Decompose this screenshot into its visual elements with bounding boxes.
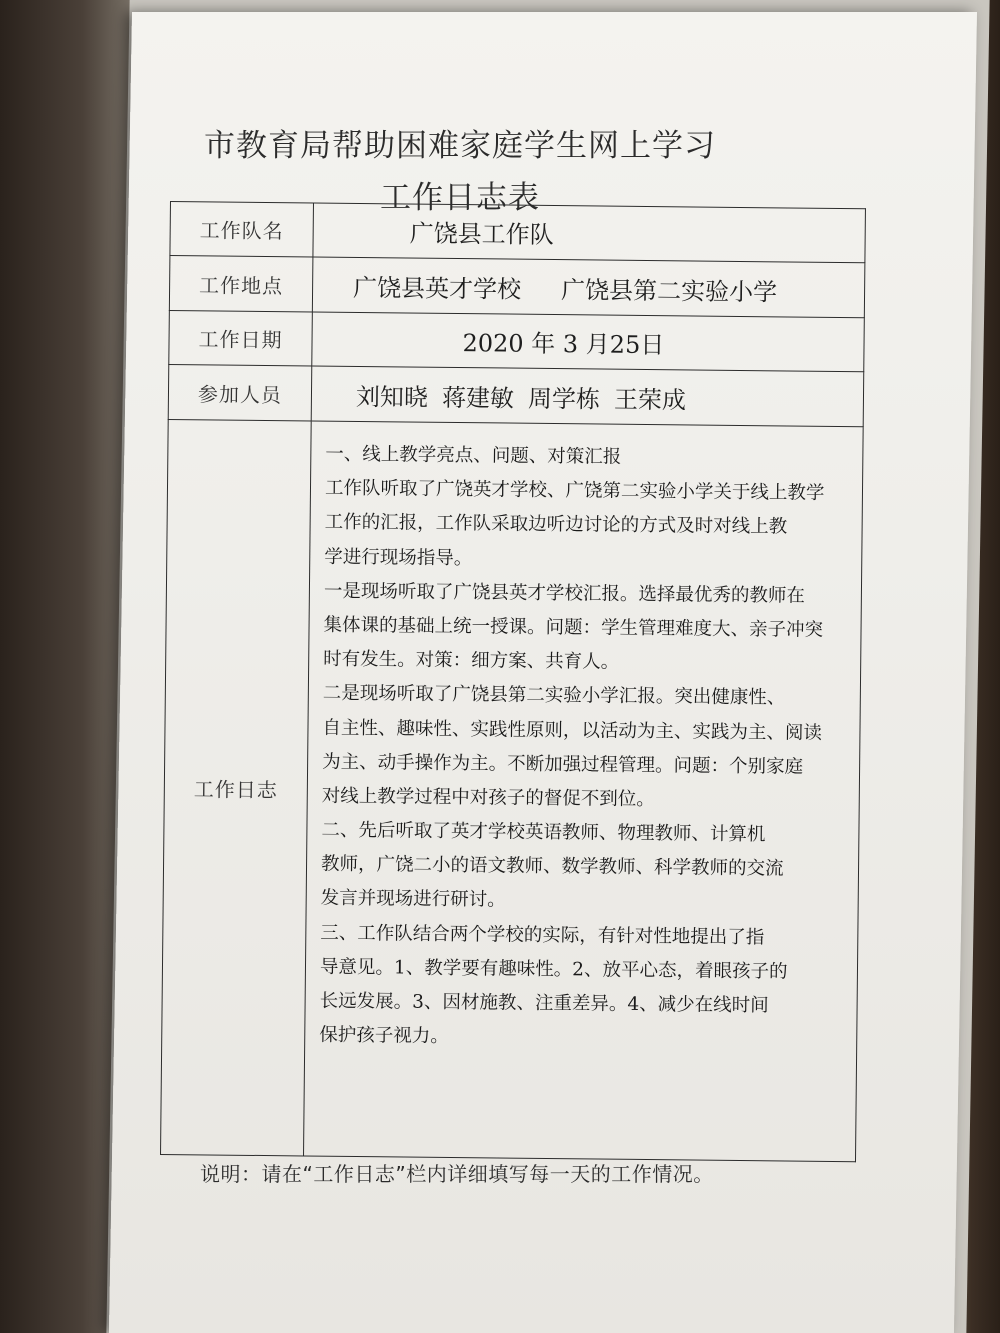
log-line: 自主性、趣味性、实践性原则，以活动为主、实践为主、阅读 <box>322 717 823 744</box>
log-line: 工作队听取了广饶英才学校、广饶第二实验小学关于线上教学 <box>324 477 825 505</box>
log-line: 学进行现场指导。 <box>324 546 473 569</box>
log-line: 对线上教学过程中对孩子的督促不到位。 <box>321 785 655 810</box>
team-value: 广饶县工作队 <box>313 203 866 263</box>
log-line: 一、线上教学亮点、问题、对策汇报 <box>325 443 622 468</box>
participants-label: 参加人员 <box>168 364 312 420</box>
log-row <box>161 419 864 1161</box>
team-label: 工作队名 <box>170 202 314 257</box>
log-line: 导意见。1、教学要有趣味性。2、放平心态，着眼孩子的 <box>319 956 788 983</box>
participant-name: 周学栋 <box>527 384 601 414</box>
location-school-a: 广饶县英才学校 <box>352 273 522 304</box>
participant-name: 蒋建敏 <box>441 383 515 413</box>
log-line: 时有发生。对策：细方案、共育人。 <box>323 648 620 673</box>
date-label: 工作日期 <box>169 310 313 365</box>
log-line: 教师，广饶二小的语文教师、数学教师、科学教师的交流 <box>320 853 784 880</box>
participants-value <box>311 366 864 427</box>
log-line: 发言并现场进行研讨。 <box>320 888 506 911</box>
participant-name: 刘知晓 <box>355 382 429 412</box>
page-title: 市教育局帮助困难家庭学生网上学习 <box>204 128 716 164</box>
footer-note: 说明：请在“工作日志”栏内详细填写每一天的工作情况。 <box>200 1162 714 1186</box>
log-line: 为主、动手操作为主。不断加强过程管理。问题：个别家庭 <box>322 751 804 778</box>
log-line: 长远发展。3、因材施教、注重差异。4、减少在线时间 <box>319 990 769 1017</box>
date-value: 2020 年 3 月25日 <box>312 312 865 372</box>
log-line: 一是现场听取了广饶县英才学校汇报。选择最优秀的教师在 <box>323 580 806 607</box>
participant-name: 王荣成 <box>613 385 687 414</box>
log-line: 保护孩子视力。 <box>319 1024 449 1048</box>
location-row <box>169 256 865 318</box>
date-row <box>169 310 865 371</box>
log-label: 工作日志 <box>161 419 312 1155</box>
log-line: 三、工作队结合两个学校的实际，有针对性地提出了指 <box>320 922 765 948</box>
log-content <box>304 421 864 1162</box>
participants-row <box>168 364 864 426</box>
log-line: 二是现场听取了广饶县第二实验小学汇报。突出健康性、 <box>322 682 786 709</box>
log-line: 集体课的基础上统一授课。问题：学生管理难度大、亲子冲突 <box>323 614 824 641</box>
page-subtitle: 工作日志表 <box>380 180 540 216</box>
log-line: 二、先后听取了英才学校英语教师、物理教师、计算机 <box>321 819 766 846</box>
location-school-b: 广饶县第二实验小学 <box>560 275 778 306</box>
location-label: 工作地点 <box>169 256 313 312</box>
work-log-table <box>160 201 866 1162</box>
log-line: 工作的汇报，工作队采取边听边讨论的方式及时对线上教 <box>324 512 788 538</box>
location-value <box>312 257 865 318</box>
team-row <box>170 202 866 263</box>
